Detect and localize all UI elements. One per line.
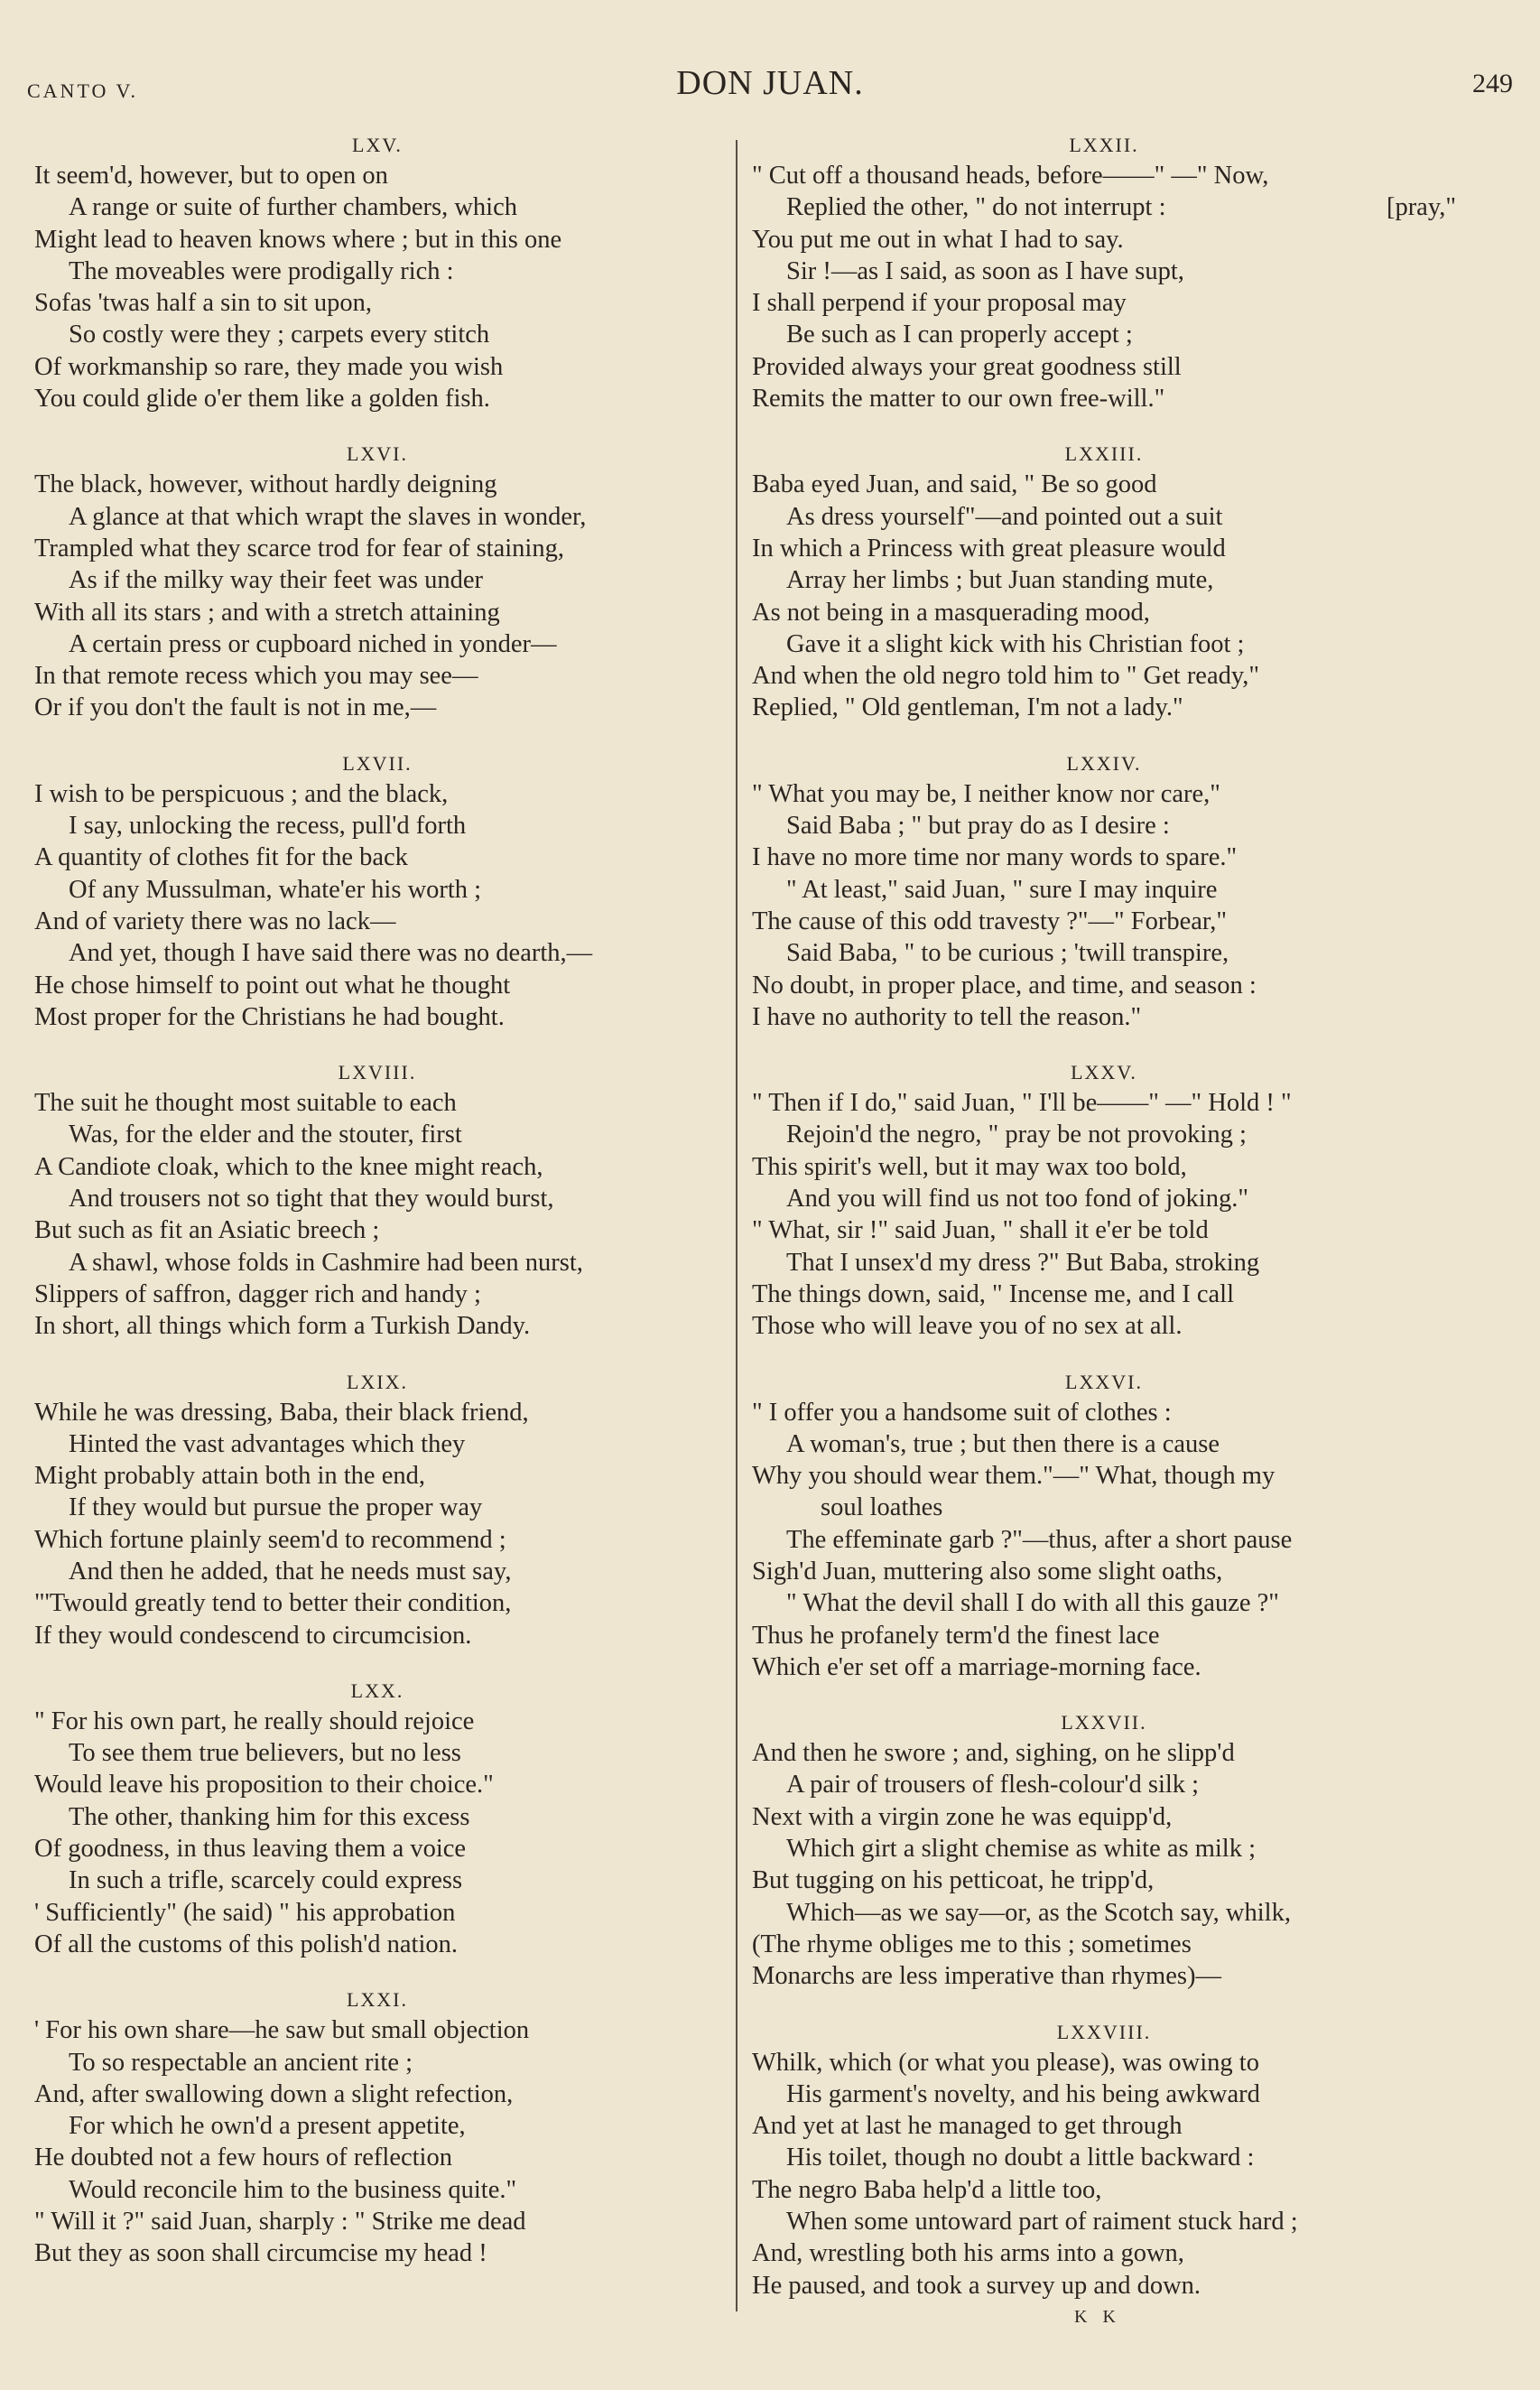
verse-line: Might lead to heaven knows where ; but in this one (34, 225, 562, 254)
verse-line: So costly were they ; carpets every stitch (69, 321, 490, 349)
verse-line: The negro Baba help'd a little too, (752, 2175, 1102, 2204)
verse-line: He paused, and took a survey up and down. (752, 2271, 1201, 2300)
stanza-number: LXVII. (342, 751, 413, 775)
verse-line: While he was dressing, Baba, their black friend, (34, 1398, 529, 1427)
verse-line: Sigh'd Juan, muttering also some slight oaths, (752, 1557, 1223, 1586)
verse-line: Which—as we say—or, as the Scotch say, whilk, (786, 1898, 1291, 1927)
stanza-number: LXXVII. (1061, 1711, 1147, 1734)
verse-line: A woman's, true ; but then there is a cause (786, 1429, 1220, 1458)
stanza-lxxiii (752, 440, 1456, 723)
verse-line: But such as fit an Asiatic breech ; (34, 1216, 380, 1245)
verse-line: No doubt, in proper place, and time, and season : (752, 971, 1257, 1000)
verse-line: Which girt a slight chemise as white as milk ; (786, 1835, 1257, 1864)
verse-line: " For his own part, he really should rejoice (34, 1706, 475, 1735)
verse-line: " At least," said Juan, " sure I may inquire (786, 875, 1218, 904)
verse-line: As dress yourself"—and pointed out a suit (786, 502, 1223, 531)
verse-line: The cause of this odd travesty ?"—" Forbear," (752, 907, 1228, 935)
stanza-lxix (34, 1368, 720, 1651)
verse-line: Most proper for the Christians he had bought. (34, 1002, 505, 1031)
verse-line: And then he swore ; and, sighing, on he slipp'd (752, 1739, 1235, 1768)
verse-line: I have no authority to tell the reason." (752, 1002, 1142, 1031)
verse-line: And then he added, that he needs must say, (69, 1557, 512, 1586)
verse-line: Monarchs are less imperative than rhymes)— (752, 1962, 1221, 1991)
verse-line: But tugging on his petticoat, he tripp'd, (752, 1866, 1155, 1895)
verse-line-text: Replied the other, " do not interrupt : (786, 193, 1166, 222)
verse-line: " Will it ?" said Juan, sharply : " Strike me dead (34, 2208, 526, 2237)
verse-line: " What you may be, I neither know nor care," (752, 779, 1220, 808)
stanza-number: LXXIII. (1064, 442, 1144, 466)
verse-line: Rejoin'd the negro, " pray be not provoking ; (786, 1121, 1247, 1149)
stanza-lxvi (34, 440, 720, 723)
verse-line: And yet, though I have said there was no dearth,— (69, 939, 593, 968)
verse-line: Said Baba, " to be curious ; 'twill transpire, (786, 939, 1229, 968)
verse-line: As not being in a masquerading mood, (752, 598, 1150, 627)
verse-line: Of goodness, in thus leaving them a voice (34, 1835, 467, 1864)
verse-line: Next with a virgin zone he was equipp'd, (752, 1802, 1173, 1831)
verse-line: Trampled what they scarce trod for fear of staining, (34, 534, 564, 563)
verse-line: That I unsex'd my dress ?" But Baba, stroking (786, 1248, 1260, 1277)
stanza-number: LXXI. (346, 1988, 409, 2012)
verse-line: Be such as I can properly accept ; (786, 321, 1133, 349)
verse-line: Baba eyed Juan, and said, " Be so good (752, 470, 1157, 499)
verse-line: In such a trifle, scarcely could express (69, 1866, 463, 1895)
stanza-number: LXXVIII. (1056, 2020, 1152, 2043)
verse-line: And, wrestling both his arms into a gown, (752, 2239, 1184, 2268)
verse-line: Hinted the vast advantages which they (69, 1429, 466, 1458)
verse-line: Gave it a slight kick with his Christian foot ; (786, 629, 1245, 658)
verse-line: (The rhyme obliges me to this ; sometimes (752, 1930, 1192, 1958)
verse-line: And of variety there was no lack— (34, 907, 396, 935)
verse-line: A glance at that which wrapt the slaves in wonder, (69, 502, 587, 531)
stanza-lxx (34, 1677, 720, 1960)
verse-line: The things down, said, " Incense me, and I call (752, 1279, 1234, 1308)
verse-line: It seem'd, however, but to open on (34, 162, 388, 190)
verse-line: The black, however, without hardly deigning (34, 470, 497, 499)
verse-line: Would reconcile him to the business quite." (69, 2175, 517, 2204)
right-column (752, 131, 1456, 2302)
verse-line: He chose himself to point out what he thought (34, 971, 511, 1000)
verse-line: Might probably attain both in the end, (34, 1462, 425, 1491)
verse-line: " I offer you a handsome suit of clothes : (752, 1398, 1172, 1427)
stanza-number: LXXII. (1069, 134, 1139, 156)
verse-line: A pair of trousers of flesh-colour'd silk ; (786, 1771, 1200, 1799)
stanza-number: LXXIV. (1066, 751, 1142, 775)
verse-line: As if the milky way their feet was under (69, 566, 484, 595)
stanza-lxxvii (752, 1708, 1456, 1992)
verse-line: Said Baba ; " but pray do as I desire : (786, 812, 1170, 841)
verse-line: A shawl, whose folds in Cashmire had been nurst, (69, 1248, 583, 1277)
verse-line: Those who will leave you of no sex at all. (752, 1312, 1183, 1341)
stanza-lxxiv (752, 749, 1456, 1033)
verse-line: Provided always your great goodness still (752, 352, 1182, 381)
stanza-lxxv (752, 1058, 1456, 1342)
verse-line: A Candiote cloak, which to the knee might reach, (34, 1152, 543, 1181)
verse-line: Which fortune plainly seem'd to recommend ; (34, 1525, 506, 1554)
stanza-number: LXVI. (346, 442, 409, 466)
verse-line: Would leave his proposition to their choice." (34, 1771, 494, 1799)
stanza-lxxviii (752, 2018, 1456, 2302)
verse-line: Thus he profanely term'd the finest lace (752, 1621, 1160, 1650)
stanza-lxv (34, 131, 720, 414)
verse-line: He doubted not a few hours of reflection (34, 2144, 452, 2172)
verse-line: His toilet, though no doubt a little backward : (786, 2144, 1255, 2172)
verse-line: ' Sufficiently" (he said) " his approbation (34, 1898, 456, 1927)
column-divider (736, 140, 738, 2311)
stanza-number: LXIX. (346, 1370, 409, 1393)
canto-label: CANTO V. (27, 79, 139, 102)
verse-line: I wish to be perspicuous ; and the black, (34, 779, 449, 808)
verse-line: To see them true believers, but no less (69, 1739, 461, 1768)
verse-line: His garment's novelty, and his being awkward (786, 2079, 1260, 2108)
verse-line: Whilk, which (or what you please), was owing to (752, 2048, 1259, 2077)
stanza-number: LXVIII. (338, 1061, 417, 1084)
stanza-number: LXV. (352, 134, 403, 156)
stanza-lxxii (752, 131, 1456, 414)
verse-line: You put me out in what I had to say. (752, 225, 1124, 254)
verse-line: And trousers not so tight that they would burst, (69, 1185, 554, 1214)
verse-line: Array her limbs ; but Juan standing mute, (786, 566, 1214, 595)
verse-line-continuation: soul loathes (821, 1493, 943, 1522)
verse-line: ' For his own share—he saw but small objection (34, 2016, 530, 2045)
verse-line: And yet at last he managed to get through (752, 2112, 1183, 2141)
verse-line: A range or suite of further chambers, which (69, 193, 517, 222)
verse-line: And you will find us not too fond of joking." (786, 1185, 1248, 1214)
running-header (27, 63, 1513, 108)
verse-line: A certain press or cupboard niched in yonder— (69, 629, 557, 658)
verse-line: In which a Princess with great pleasure would (752, 534, 1226, 563)
verse-line: Or if you don't the fault is not in me,— (34, 693, 437, 722)
verse-line: The suit he thought most suitable to each (34, 1089, 457, 1118)
left-column (34, 131, 720, 2270)
verse-line: Sir !—as I said, as soon as I have supt, (786, 256, 1184, 285)
stanza-lxviii (34, 1058, 720, 1342)
verse-line: And when the old negro told him to " Get ready," (752, 662, 1260, 691)
verse-line: Of workmanship so rare, they made you wish (34, 352, 504, 381)
stanza-lxxi (34, 1985, 720, 2269)
verse-line: For which he own'd a present appetite, (69, 2112, 466, 2141)
verse-line: " What, sir !" said Juan, " shall it e'er be told (752, 1216, 1209, 1245)
verse-line: Slippers of saffron, dagger rich and handy ; (34, 1279, 481, 1308)
verse-line: If they would condescend to circumcision. (34, 1621, 472, 1650)
verse-line: When some untoward part of raiment stuck hard ; (786, 2208, 1298, 2237)
verse-line: "'Twould greatly tend to better their condition, (34, 1589, 512, 1618)
stanza-number: LXXVI. (1065, 1370, 1143, 1393)
verse-line: In that remote recess which you may see— (34, 662, 478, 691)
verse-line: Of any Mussulman, whate'er his worth ; (69, 875, 482, 904)
stanza-lxvii (34, 749, 720, 1033)
verse-line: Remits the matter to our own free-will." (752, 385, 1165, 414)
stanza-lxxvi (752, 1368, 1456, 1684)
verse-line: You could glide o'er them like a golden fish. (34, 385, 490, 414)
verse-line: The effeminate garb ?"—thus, after a short pause (786, 1525, 1293, 1554)
page-number: 249 (1472, 69, 1513, 98)
verse-line: Of all the customs of this polish'd nation. (34, 1930, 459, 1958)
signature-mark: K K (1074, 2307, 1121, 2327)
verse-line: " Then if I do," said Juan, " I'll be——" —" Hold ! " (752, 1089, 1292, 1118)
verse-line: And, after swallowing down a slight refection, (34, 2079, 514, 2108)
stanza-number: LXXV. (1071, 1061, 1137, 1084)
verse-line: But they as soon shall circumcise my head ! (34, 2239, 487, 2268)
verse-line: Why you should wear them."—" What, though my (752, 1462, 1276, 1491)
stanza-number: LXX. (350, 1679, 404, 1702)
verse-line: I say, unlocking the recess, pull'd forth (69, 812, 467, 841)
verse-line: Which e'er set off a marriage-morning face. (752, 1652, 1201, 1681)
verse-line: " Cut off a thousand heads, before——" —" Now, (752, 162, 1269, 190)
verse-line: I shall perpend if your proposal may (752, 289, 1127, 318)
verse-line: " What the devil shall I do with all this gauze ?" (786, 1589, 1279, 1618)
verse-line: The other, thanking him for this excess (69, 1802, 470, 1831)
verse-line: A quantity of clothes fit for the back (34, 843, 408, 872)
verse-line: In short, all things which form a Turkish Dandy. (34, 1312, 531, 1341)
verse-line: To so respectable an ancient rite ; (69, 2048, 413, 2077)
verse-line: Replied, " Old gentleman, I'm not a lady." (752, 693, 1183, 722)
verse-line: With all its stars ; and with a stretch attaining (34, 598, 500, 627)
verse-line: Was, for the elder and the stouter, first (69, 1121, 462, 1149)
verse-line: This spirit's well, but it may wax too bold, (752, 1152, 1187, 1181)
page-title: DON JUAN. (676, 64, 864, 102)
verse-line: If they would but pursue the proper way (69, 1493, 483, 1522)
verse-line (752, 191, 1456, 223)
turnover-word: [pray," (1386, 193, 1456, 222)
verse-line: Sofas 'twas half a sin to sit upon, (34, 289, 373, 318)
verse-line: The moveables were prodigally rich : (69, 256, 454, 285)
verse-line: I have no more time nor many words to spare." (752, 843, 1238, 872)
